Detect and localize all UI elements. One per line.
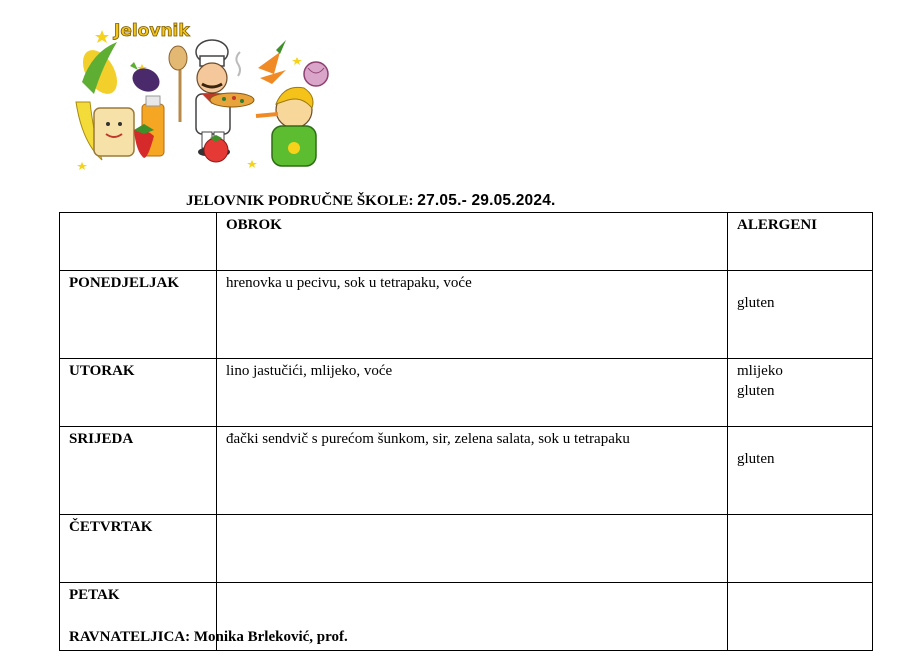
meal-cell: đački sendvič s purećom šunkom, sir, zelena salata, sok u tetrapaku xyxy=(217,427,728,515)
day-cell: UTORAK xyxy=(60,359,217,427)
meal-cell xyxy=(217,515,728,583)
table-row xyxy=(60,427,873,515)
header-meal: OBROK xyxy=(217,213,728,271)
allergen-item: gluten xyxy=(737,295,775,311)
pizza-peel-icon xyxy=(169,46,187,122)
allergens-cell xyxy=(728,427,873,515)
allergen-item: mlijeko xyxy=(737,363,783,379)
allergens-cell xyxy=(728,359,873,427)
sandwich-icon xyxy=(94,108,134,156)
menu-illustration xyxy=(72,12,342,170)
steam-icon xyxy=(236,52,240,76)
heading-dates: 27.05.- 29.05.2024. xyxy=(417,192,556,209)
allergens-cell xyxy=(728,515,873,583)
day-cell: PONEDJELJAK xyxy=(60,271,217,359)
heading-prefix: JELOVNIK PODRUČNE ŠKOLE: xyxy=(186,193,418,209)
carrot-icon xyxy=(258,40,286,84)
corn-icon xyxy=(76,42,124,100)
logo-text: Jelovnik xyxy=(114,21,190,41)
allergen-item: gluten xyxy=(737,451,775,467)
day-cell: ČETVRTAK xyxy=(60,515,217,583)
table-header-row xyxy=(60,213,873,271)
allergens-cell xyxy=(728,271,873,359)
day-cell: SRIJEDA xyxy=(60,427,217,515)
child-icon xyxy=(256,87,316,166)
table-row xyxy=(60,359,873,427)
menu-table xyxy=(59,212,873,651)
table-row xyxy=(60,271,873,359)
page-heading xyxy=(186,192,556,210)
meal-cell: hrenovka u pecivu, sok u tetrapaku, voće xyxy=(217,271,728,359)
header-day xyxy=(60,213,217,271)
meal-cell: lino jastučići, mlijeko, voće xyxy=(217,359,728,427)
allergens-cell xyxy=(728,583,873,651)
onion-icon xyxy=(304,62,328,86)
table-row xyxy=(60,515,873,583)
allergen-item: gluten xyxy=(737,383,775,399)
header-allergens: ALERGENI xyxy=(728,213,873,271)
day-cell: PETAK xyxy=(60,583,217,651)
pizza-icon xyxy=(210,93,254,107)
principal-signature: RAVNATELJICA: Monika Brleković, prof. xyxy=(69,629,348,645)
